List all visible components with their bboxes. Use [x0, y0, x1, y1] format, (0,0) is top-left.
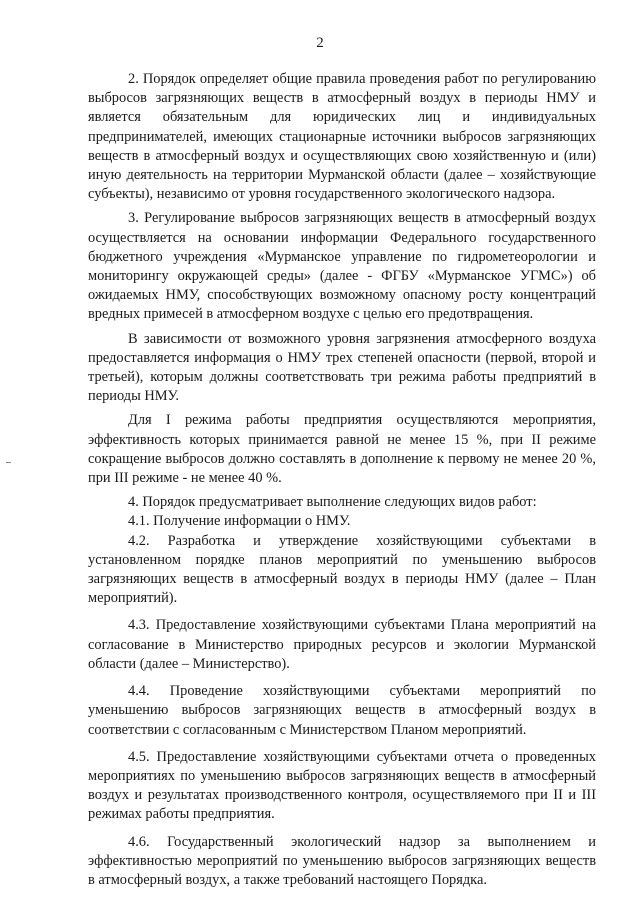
- page-number: 2: [316, 35, 324, 51]
- paragraph-4-1: 4.1. Получение информации о НМУ.: [128, 513, 351, 530]
- paragraph-2-scope: 2. Порядок определяет общие правила проведения работ по регулированию выбросов загрязняющих веществ в атмосферный воздух в периоды НМУ и является обязательным для юридических лиц и индивидуальных предпринимателей, имеющих стационарные источники выбросов загрязняющих веществ в атмосферный воздух и осуществляющих свою хозяйственную и (или) иную деятельность на территории Мурманской области (далее – хозяйствующие субъекты), независимо от уровня государственного экологического надзора.: [88, 71, 596, 203]
- paragraph-4-4: 4.4. Проведение хозяйствующими субъектами мероприятий по уменьшению выбросов загрязняющих веществ в атмосферный воздух в соответствии с согласованным с Министерством Планом мероприятий.: [88, 683, 596, 738]
- paragraph-modes-efficiency: Для I режима работы предприятия осуществляются мероприятия, эффективность которых принимается равной не менее 15 %, при II режиме сокращение выбросов должно составлять в дополнение к первому не менее 20 %, при III режиме - не менее 40 %.: [88, 412, 596, 487]
- document-body: [88, 70, 596, 890]
- paragraph-4-5: 4.5. Предоставление хозяйствующими субъектами отчета о проведенных мероприятиях по уменьшению выбросов загрязняющих веществ в атмосферный воздух и результатах производственного контроля, осуществляемого при II и III режимах работы предприятия.: [88, 748, 596, 823]
- margin-mark: [6, 462, 11, 463]
- paragraph-4-3: 4.3. Предоставление хозяйствующими субъектами Плана мероприятий на согласование в Министерство природных ресурсов и экологии Мурманской области (далее – Министерство).: [88, 617, 596, 672]
- paragraph-danger-levels: В зависимости от возможного уровня загрязнения атмосферного воздуха предоставляется информация о НМУ трех степеней опасности (первой, второй и третьей), которым должны соответствовать три режима работы предприятий в периоды НМУ.: [88, 330, 596, 405]
- paragraph-4-works: 4. Порядок предусматривает выполнение следующих видов работ:: [128, 494, 537, 511]
- paragraph-4-2: 4.2. Разработка и утверждение хозяйствующими субъектами в установленном порядке планов мероприятий по уменьшению выбросов загрязняющих веществ в атмосферный воздух в периоды НМУ (далее – План мероприятий).: [88, 532, 596, 607]
- paragraph-3-regulation: 3. Регулирование выбросов загрязняющих веществ в атмосферный воздух осуществляется на основании информации Федерального государственного бюджетного учреждения «Мурманское управление по гидрометеорологии и мониторингу окружающей среды» (далее - ФГБУ «Мурманское УГМС») об ожидаемых НМУ, способствующих возможному опасному росту концентраций вредных примесей в атмосферном воздухе с целью его предотвращения.: [88, 210, 596, 323]
- paragraph-4-6: 4.6. Государственный экологический надзор за выполнением и эффективностью мероприятий по уменьшению выбросов загрязняющих веществ в атмосферный воздух, а также требований настоящего Порядка.: [88, 833, 596, 888]
